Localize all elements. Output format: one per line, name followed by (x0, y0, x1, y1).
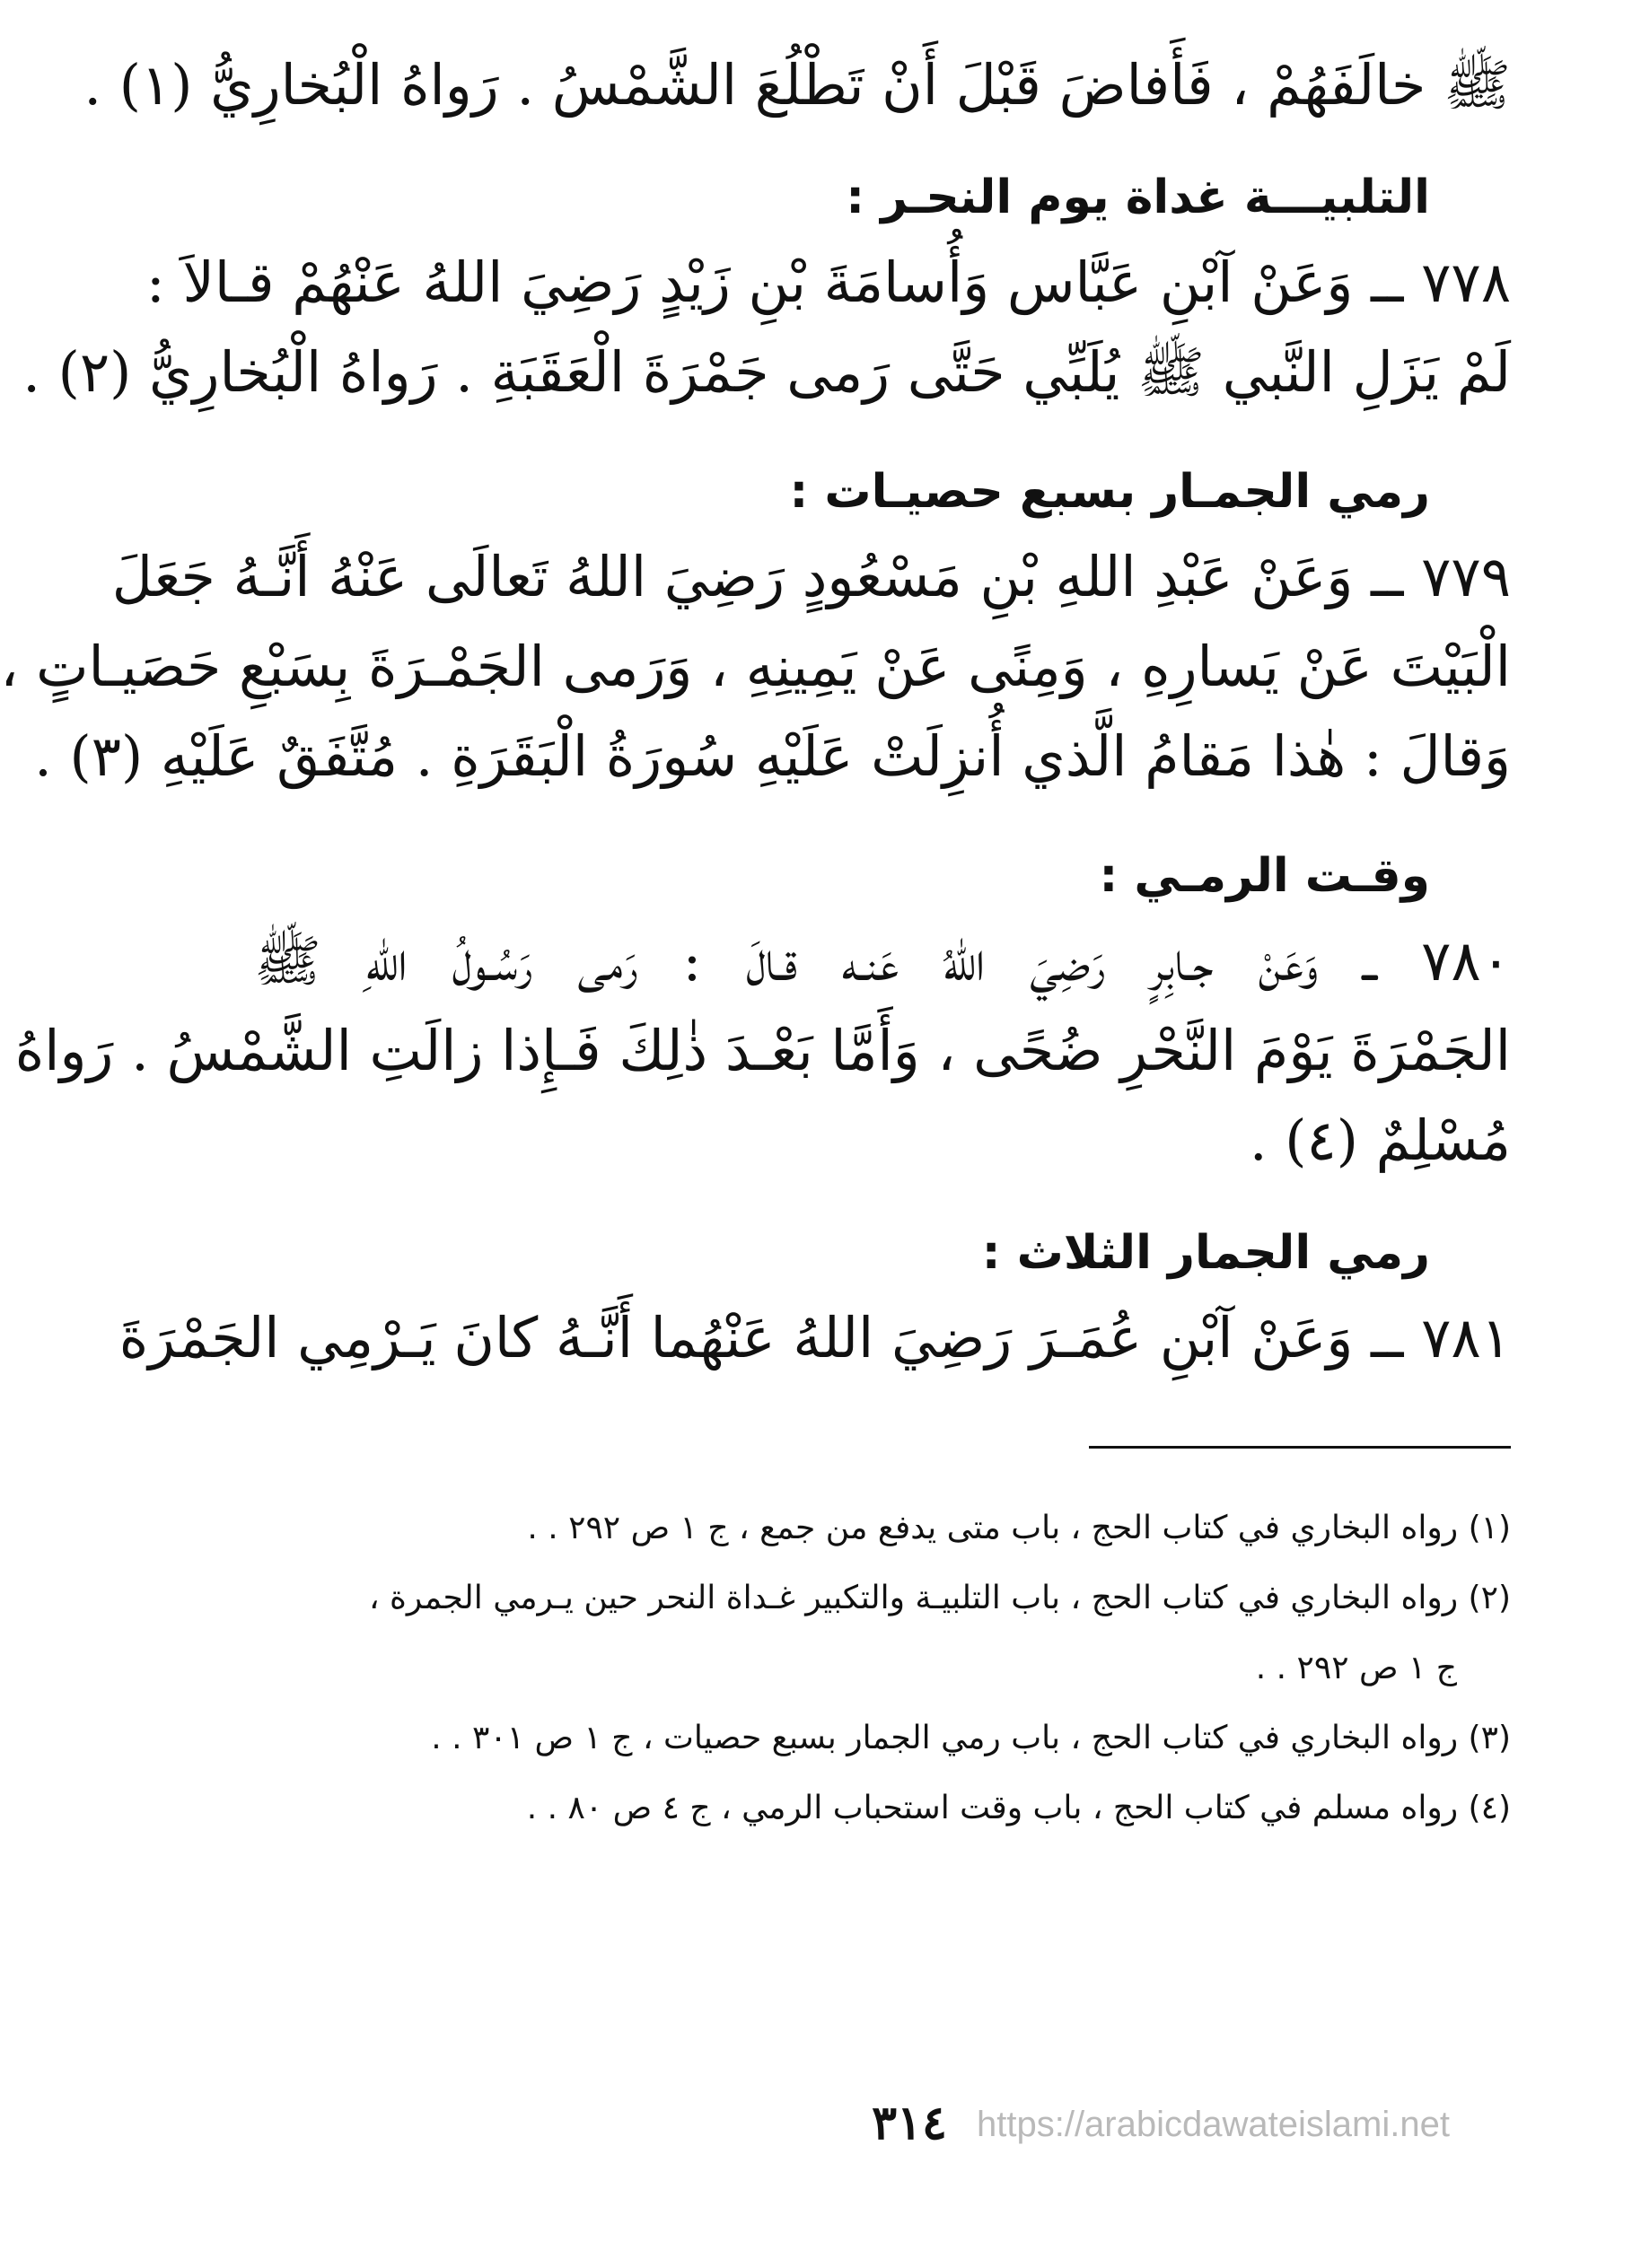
text-line: ٧٧٨ ــ وَعَنْ آبْنِ عَبَّاس وَأُسامَةَ بْنِ زَيْدٍ رَضِيَ اللهُ عَنْهُمْ قـالاَ : (145, 250, 1511, 315)
section-heading: وقـت الرمـي : (1099, 849, 1430, 903)
footnote-1: (١) رواه البخاري في كتاب الحج ، باب متى يدفع من جمع ، ج ١ ص ٢٩٢ . . (527, 1510, 1511, 1546)
text-line: ﷺ خالَفَهُمْ ، فَأَفاضَ قَبْلَ أَنْ تَطْلُعَ الشَّمْسُ . رَواهُ الْبُخارِيُّ (١) . (83, 52, 1511, 118)
text-line: ٧٨١ ــ وَعَنْ آبْنِ عُمَـرَ رَضِيَ اللهُ عَنْهُما أَنَّـهُ كانَ يَـرْمِي الجَمْرَةَ (118, 1305, 1511, 1370)
text-line: الجَمْرَةَ يَوْمَ النَّحْرِ ضُحًى ، وَأَمَّا بَعْـدَ ذٰلِكَ فَـإِذا زالَتِ الشَّمْسُ . رَواهُ (14, 1018, 1511, 1083)
footnote-2: (٢) رواه البخاري في كتاب الحج ، باب التلبيـة والتكبير غـداة النحر حين يـرمي الجمرة ، (368, 1580, 1511, 1616)
watermark-url: https://arabicdawateislami.net (977, 2105, 1450, 2144)
text-line: الْبَيْتَ عَنْ يَسارِهِ ، وَمِنًى عَنْ يَمِينِهِ ، وَرَمى الجَمْـرَةَ بِسَبْعِ حَصَيـاتٍ ، (0, 634, 1511, 699)
section-heading: التلبيـــة غداة يوم النحـر : (846, 171, 1430, 224)
text-line: وَقالَ : هٰذا مَقامُ الَّذي أُنزِلَتْ عَلَيْهِ سُورَةُ الْبَقَرَةِ . مُتَّفَقٌ عَلَيْهِ (٣) . (34, 723, 1511, 789)
text-line: مُسْلِمٌ (٤) . (1249, 1108, 1511, 1173)
section-heading: رمي الجمار الثلاث : (981, 1226, 1430, 1280)
book-page (0, 40, 1511, 2230)
footnote-3: (٣) رواه البخاري في كتاب الحج ، باب رمي الجمار بسبع حصيات ، ج ١ ص ٣٠١ . . (431, 1720, 1511, 1756)
page-number: ٣١٤ (872, 2096, 947, 2150)
footnote-2-continuation: ج ١ ص ٢٩٢ . . (1255, 1650, 1457, 1686)
section-heading: رمي الجمـار بسبع حصيـات : (789, 465, 1430, 519)
text-line: ٧٨٠ ــ وَعَنْ جـابِرٍ رَضِيَ اللهُ عَنـه قـالَ : رَمى رَسُـولُ اللهِ ﷺ (254, 928, 1511, 994)
footnote-divider (1089, 1446, 1511, 1449)
footnote-4: (٤) رواه مسلم في كتاب الحج ، باب وقت استحباب الرمي ، ج ٤ ص ٨٠ . . (526, 1790, 1511, 1826)
text-line: ٧٧٩ ــ وَعَنْ عَبْدِ اللهِ بْنِ مَسْعُودٍ رَضِيَ اللهُ تَعالَى عَنْهُ أَنَّـهُ جَعَلَ (111, 544, 1511, 609)
text-line: لَمْ يَزَلِ النَّبي ﷺ يُلَبِّي حَتَّى رَمى جَمْرَةَ الْعَقَبَةِ . رَواهُ الْبُخارِيُّ (٢) . (22, 339, 1511, 405)
footnotes (254, 1493, 1511, 1843)
